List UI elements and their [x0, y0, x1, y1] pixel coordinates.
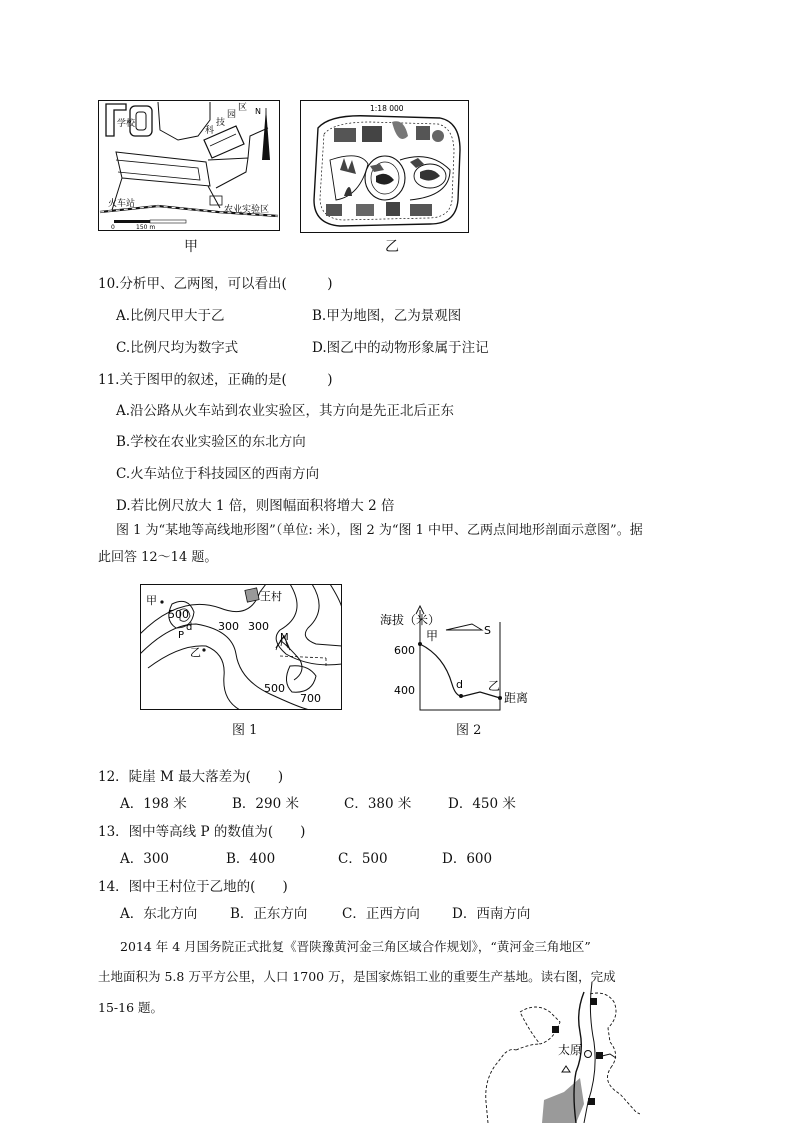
- figure-yi: [300, 100, 469, 233]
- village-marker: [245, 588, 259, 602]
- science-park-label-2: 技: [216, 118, 226, 128]
- figure-1: [140, 584, 342, 710]
- question-12-stem: 12．陡崖 M 最大落差为( ): [98, 769, 284, 785]
- fig1-label-d: d: [186, 622, 193, 633]
- fig1-label-500b: 500: [264, 682, 285, 695]
- scale-length: 150 m: [136, 224, 156, 231]
- science-park-label-3: 园: [227, 110, 237, 120]
- figure-region-map: [480, 982, 640, 1123]
- passage-2-line-2: 土地面积为 5.8 万平方公里，人口 1700 万，是国家炼铝工业的重要生产基地。读右图，完成: [98, 969, 616, 984]
- question-10-option-b: B.甲为地图，乙为景观图: [312, 308, 462, 324]
- passage-2-line-3: 15-16 题。: [98, 1000, 164, 1015]
- mountain-icon: [562, 1066, 570, 1072]
- yi-scale: 1:18 000: [370, 104, 404, 113]
- question-11-option-c: C.火车站位于科技园区的西南方向: [116, 466, 320, 482]
- scale-bar: [114, 220, 186, 223]
- figure-2-profile: [376, 604, 538, 712]
- caption-figure-1: 图 1: [232, 723, 258, 738]
- fig2-ylabel: 海拔（米）: [380, 613, 441, 627]
- fig2-tick-600: 600: [394, 644, 415, 657]
- question-10-option-d: D.图乙中的动物形象属于注记: [312, 340, 489, 356]
- fig1-label-700: 700: [300, 692, 321, 705]
- fig2-label-d: d: [456, 678, 463, 691]
- fig1-label-village: 王村: [260, 590, 282, 603]
- figure-yi-map: [300, 100, 469, 233]
- fig1-label-jia: 甲: [146, 594, 157, 607]
- fig2-label-s: S: [484, 624, 491, 637]
- north-label: N: [255, 107, 261, 116]
- figure-1-contour-map: [140, 584, 342, 710]
- caption-jia: 甲: [184, 239, 198, 255]
- fig2-xlabel: 距离: [504, 691, 529, 705]
- question-14-option-d: D．西南方向: [452, 906, 531, 922]
- passage-1-line-1: 图 1 为“某地等高线地形图”（单位: 米），图 2 为“图 1 中甲、乙两点间地形剖面示意图”。据: [116, 523, 643, 538]
- caption-figure-2: 图 2: [456, 723, 482, 738]
- fig2-label-yi: 乙: [488, 679, 501, 693]
- question-11-option-d: D.若比例尺放大 1 倍，则图幅面积将增大 2 倍: [116, 498, 395, 514]
- question-10-option-c: C.比例尺均为数字式: [116, 340, 239, 356]
- question-14-option-c: C．正西方向: [342, 906, 420, 922]
- fig1-label-500a: 500: [168, 608, 189, 621]
- question-11-option-a: A.沿公路从火车站到农业实验区，其方向是先正北后正东: [116, 403, 455, 419]
- region-map: [480, 982, 640, 1123]
- question-13-option-d: D．600: [442, 851, 493, 867]
- question-13-stem: 13．图中等高线 P 的数值为( ): [98, 824, 306, 840]
- question-14-option-a: A．东北方向: [120, 906, 198, 922]
- compass-arrow-icon: [446, 624, 482, 630]
- science-park-label-1: 科: [205, 126, 215, 136]
- school-label: 学校: [117, 119, 136, 129]
- question-14-option-b: B．正东方向: [230, 906, 308, 922]
- figure-jia-map: [98, 100, 280, 231]
- question-10-option-a: A.比例尺甲大于乙: [116, 308, 225, 324]
- fig1-label-p: P: [178, 630, 185, 641]
- question-12-option-c: C．380 米: [344, 796, 412, 812]
- question-12-option-b: B．290 米: [232, 796, 299, 812]
- figure-2: [376, 604, 538, 712]
- fig1-label-yi: 乙: [190, 646, 201, 659]
- question-10-stem: 10.分析甲、乙两图，可以看出( ): [98, 276, 333, 292]
- passage-1-line-2: 此回答 12～14 题。: [98, 550, 218, 565]
- question-14-stem: 14．图中王村位于乙地的( ): [98, 879, 288, 895]
- fig2-tick-400: 400: [394, 684, 415, 697]
- question-12-option-d: D．450 米: [448, 796, 516, 812]
- map-label-taiyuan: 太原: [558, 1043, 583, 1057]
- caption-yi: 乙: [385, 239, 399, 255]
- fig2-label-jia: 甲: [426, 629, 439, 643]
- question-13-option-b: B．400: [226, 851, 276, 867]
- fig1-label-300a: 300: [218, 620, 239, 633]
- question-12-option-a: A．198 米: [120, 796, 187, 812]
- question-11-stem: 11.关于图甲的叙述，正确的是( ): [98, 372, 333, 388]
- question-13-option-a: A．300: [120, 851, 170, 867]
- station-label: 火车站: [108, 199, 136, 209]
- passage-2-line-1: 2014 年 4 月国务院正式批复《晋陕豫黄河金三角区域合作规划》，“黄河金三角地区”: [120, 939, 591, 954]
- question-13-option-c: C．500: [338, 851, 388, 867]
- fig1-label-300b: 300: [248, 620, 269, 633]
- figure-jia: [98, 100, 280, 231]
- scale-zero: 0: [111, 224, 115, 231]
- science-park-label-4: 区: [238, 103, 248, 113]
- agri-label: 农业实验区: [224, 205, 270, 215]
- fig1-label-m: M: [280, 632, 289, 643]
- question-11-option-b: B.学校在农业实验区的东北方向: [116, 434, 306, 450]
